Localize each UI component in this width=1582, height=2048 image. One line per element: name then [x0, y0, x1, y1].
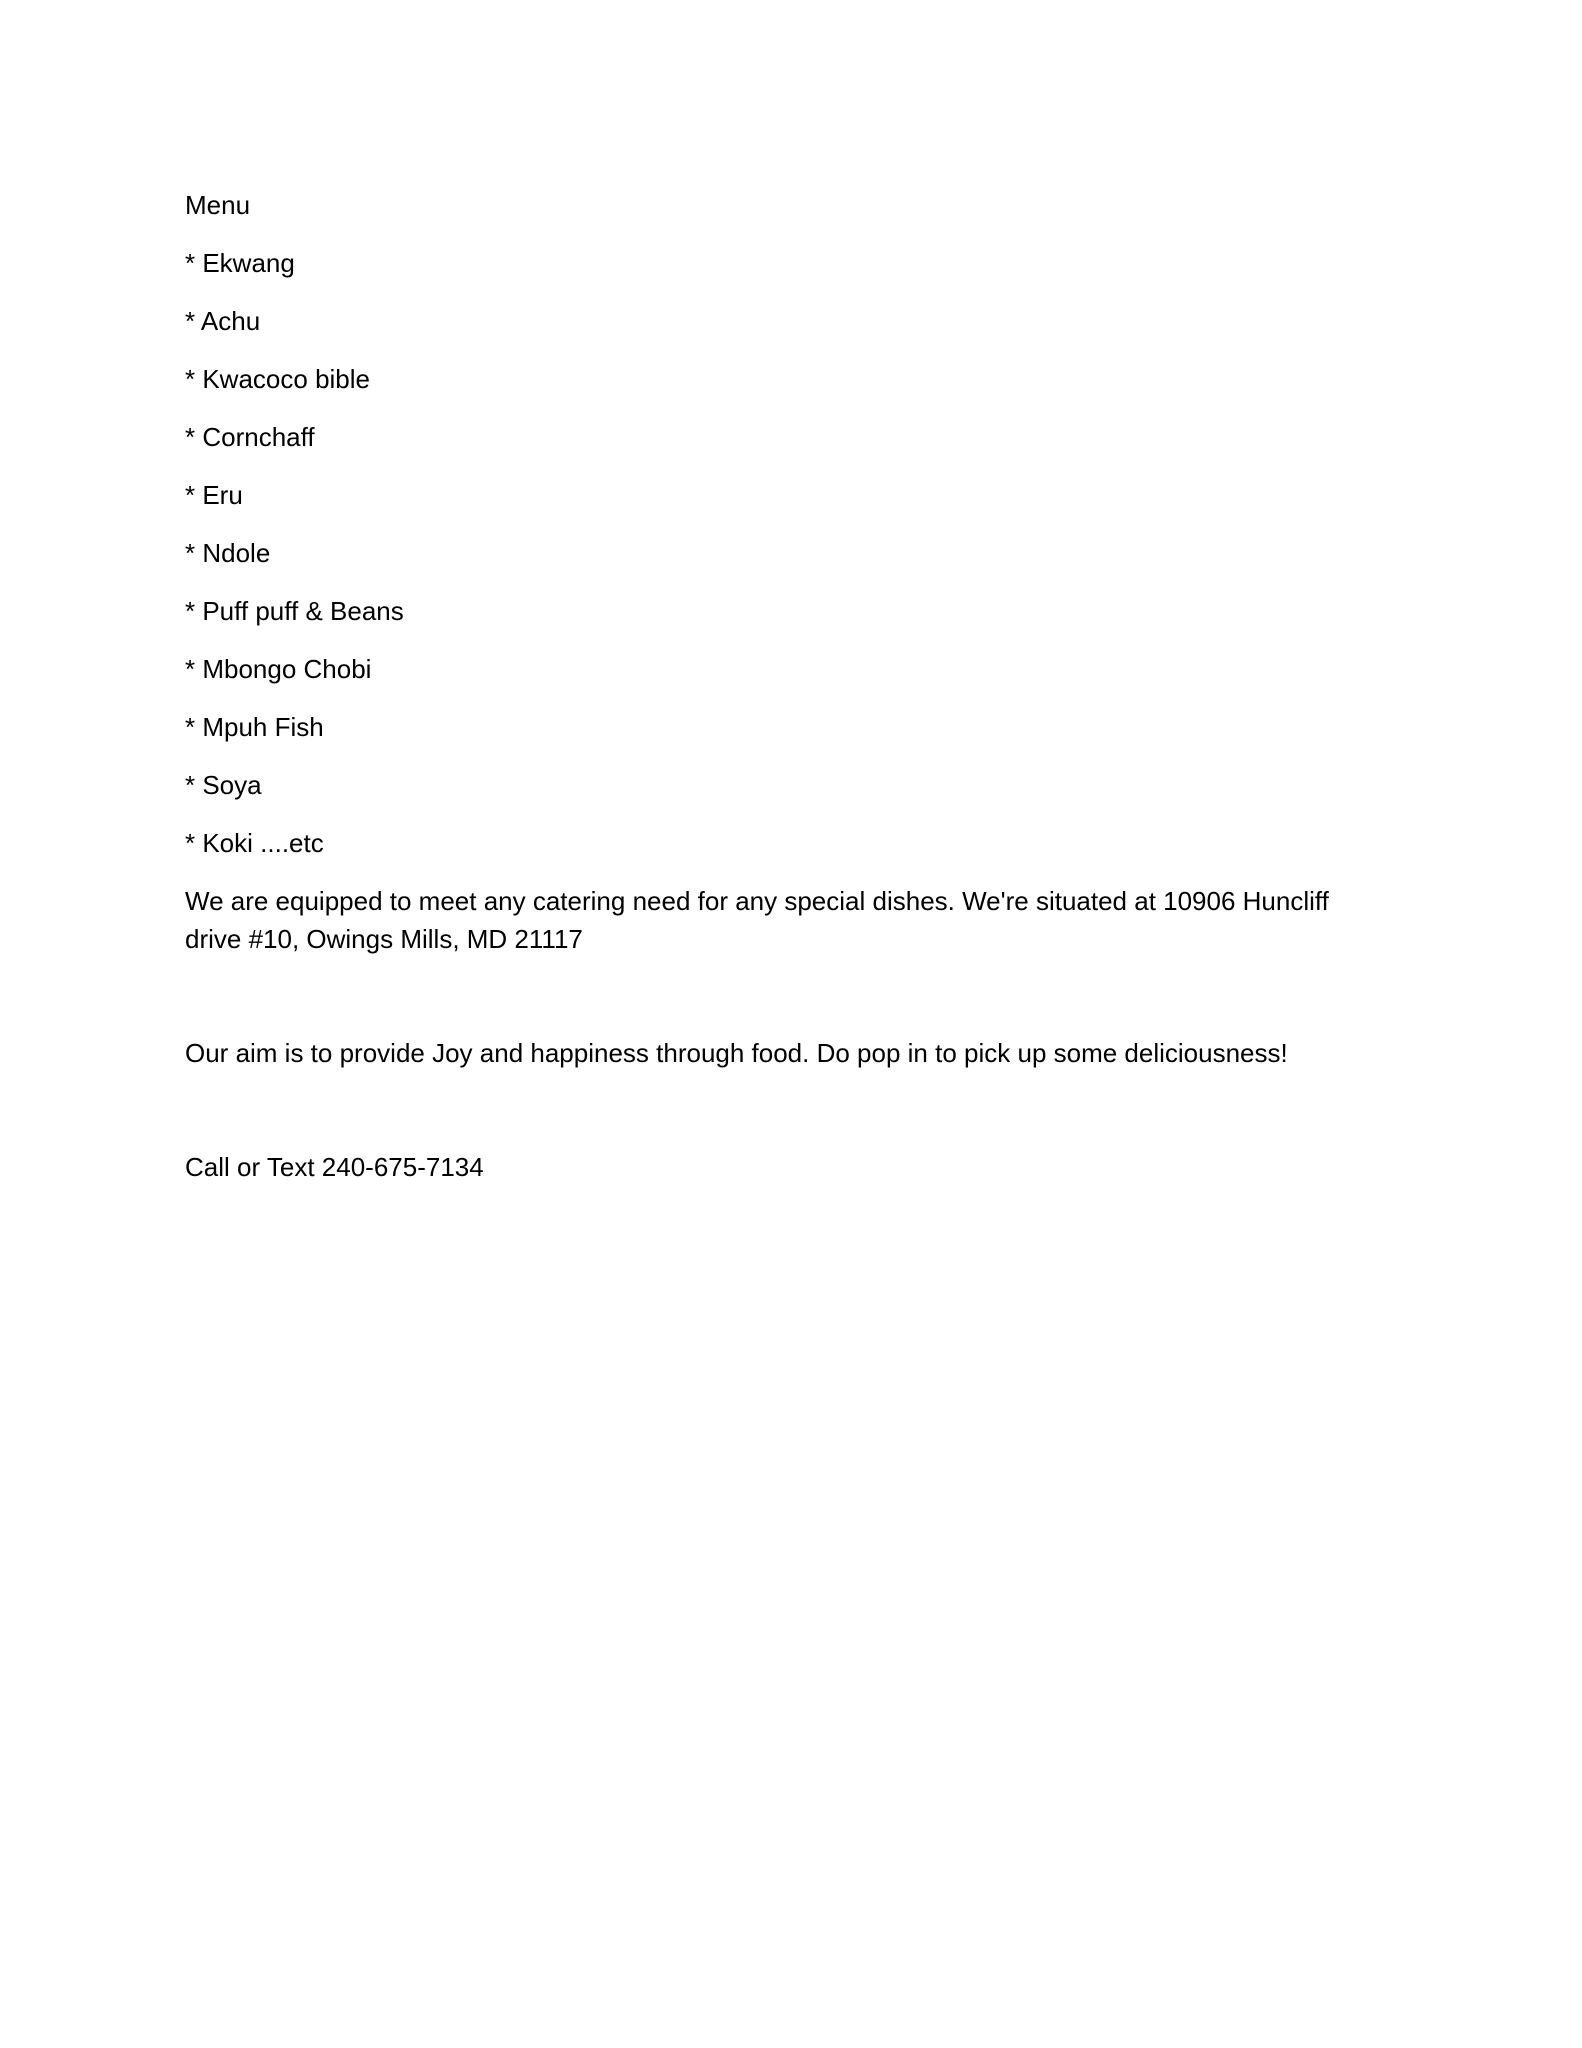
- document-content: [185, 186, 1355, 1186]
- contact-line: Call or Text 240-675-7134: [185, 1152, 484, 1182]
- aim-paragraph: Our aim is to provide Joy and happiness through food. Do pop in to pick up some deliciousness!: [185, 1038, 1288, 1068]
- menu-item-ekwang: * Ekwang: [185, 248, 295, 278]
- spacer: [185, 1072, 1355, 1148]
- menu-item-mpuh-fish: * Mpuh Fish: [185, 712, 324, 742]
- spacer: [185, 958, 1355, 1034]
- menu-item-soya: * Soya: [185, 770, 262, 800]
- menu-item-puff-puff-beans: * Puff puff & Beans: [185, 596, 404, 626]
- menu-heading: Menu: [185, 190, 251, 220]
- menu-item-eru: * Eru: [185, 480, 243, 510]
- menu-item-koki: * Koki ....etc: [185, 828, 324, 858]
- catering-paragraph: We are equipped to meet any catering need for any special dishes. We're situated at 10906 Huncliff drive #10, Owings Mills, MD 21117: [185, 886, 1329, 954]
- menu-item-kwacoco-bible: * Kwacoco bible: [185, 364, 370, 394]
- menu-item-ndole: * Ndole: [185, 538, 271, 568]
- menu-item-achu: * Achu: [185, 306, 261, 336]
- menu-item-cornchaff: * Cornchaff: [185, 422, 315, 452]
- menu-item-mbongo-chobi: * Mbongo Chobi: [185, 654, 372, 684]
